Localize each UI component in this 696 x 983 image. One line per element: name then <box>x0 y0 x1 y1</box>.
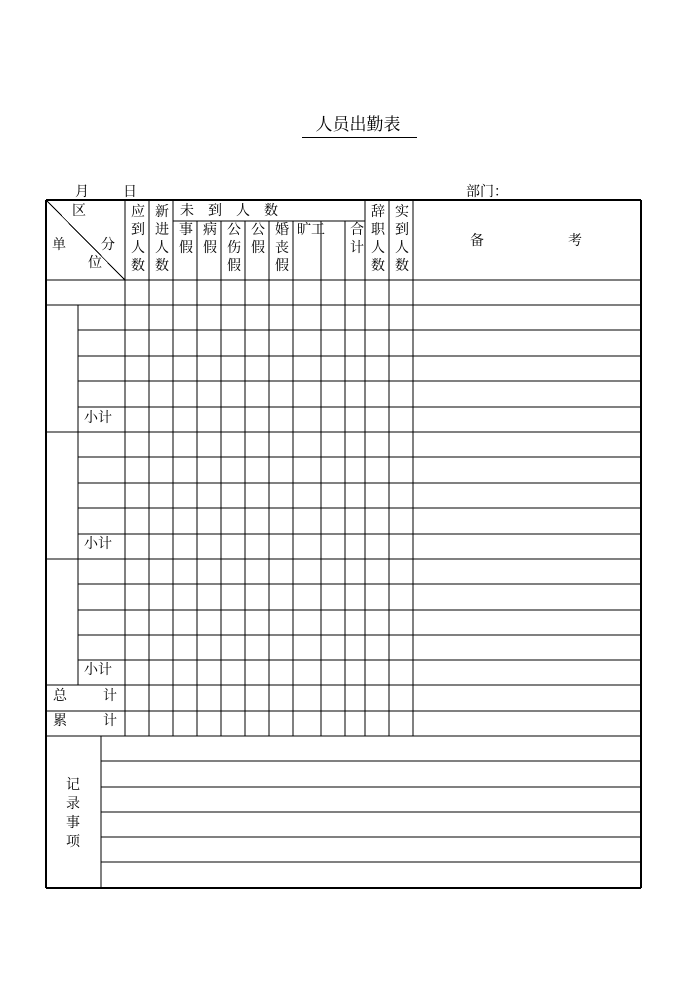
col-absenteeism: 旷工 <box>297 222 325 238</box>
col-personal-leave: 事假 <box>179 222 193 256</box>
col-official-leave: 公假 <box>251 222 265 256</box>
col-wedding-funeral: 婚丧假 <box>275 222 289 274</box>
col-absent-group: 未 到 人 数 <box>180 203 278 219</box>
col-remarks-a: 备 <box>470 233 484 249</box>
notes-label: 记录事项 <box>66 777 80 850</box>
day-label: 日 <box>123 184 137 200</box>
col-work-injury: 公伤假 <box>227 222 241 274</box>
subtotal-label-3: 小计 <box>84 662 112 678</box>
department-label: 部门： <box>466 184 508 200</box>
corner-unit-b: 分 <box>101 237 115 253</box>
page-title: 人员出勤表 <box>0 110 696 138</box>
cumulative-b: 计 <box>103 713 117 729</box>
subtotal-label-1: 小计 <box>84 410 112 426</box>
col-resigned: 辞职人数 <box>371 204 385 274</box>
grand-total-a: 总 <box>53 688 67 704</box>
corner-unit-a: 单 <box>52 237 66 253</box>
month-label: 月 <box>75 184 89 200</box>
col-remarks-b: 考 <box>568 233 582 249</box>
col-total: 合计 <box>350 222 364 256</box>
col-should-arrive: 应到人数 <box>131 204 145 274</box>
col-actual: 实到人数 <box>395 204 409 274</box>
col-sick-leave: 病假 <box>203 222 217 256</box>
cumulative-a: 累 <box>53 713 67 729</box>
col-new-hires: 新进人数 <box>155 204 169 274</box>
grand-total-b: 计 <box>103 688 117 704</box>
corner-area: 区 <box>72 203 86 219</box>
subtotal-label-2: 小计 <box>84 536 112 552</box>
corner-unit-c: 位 <box>88 255 102 271</box>
